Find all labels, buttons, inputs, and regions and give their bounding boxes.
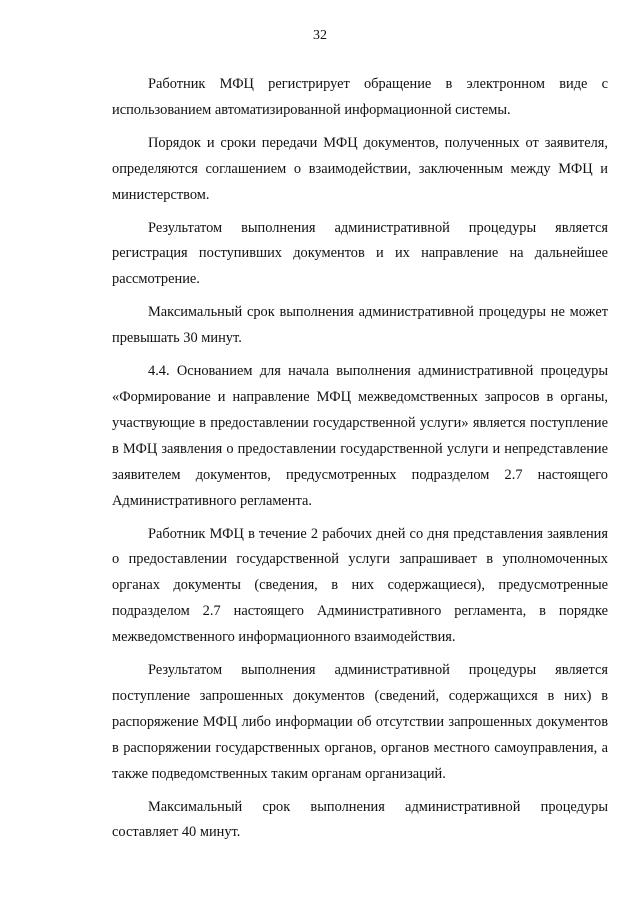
- paragraph-result-registration: Результатом выполнения административной процедуры является регистрация поступивших документов и их направление на дальнейшее рассмотрение.: [112, 219, 608, 288]
- paragraph-max-time-40: Максимальный срок выполнения административной процедуры составляет 40 минут.: [112, 798, 608, 841]
- paragraph-interagency-request: Работник МФЦ в течение 2 рабочих дней со дня представления заявления о предоставлении государственной услуги запрашивает в уполномоченных органах документы (сведения, в них содержащиеся), предусмотренные подразделом 2.7 настоящего Административного регламента, в порядке межведомственного информационного взаимодействия.: [112, 525, 608, 646]
- paragraph-transfer-order: Порядок и сроки передачи МФЦ документов, полученных от заявителя, определяются соглашением о взаимодействии, заключенным между МФЦ и министерством.: [112, 134, 608, 203]
- paragraph-section-4-4: 4.4. Основанием для начала выполнения административной процедуры «Формирование и направление МФЦ межведомственных запросов в органы, участвующие в предоставлении государственной услуги» является поступление в МФЦ заявления о предоставлении государственной услуги и непредставление заявителем документов, предусмотренных подразделом 2.7 настоящего Административного регламента.: [112, 363, 608, 509]
- document-body: [112, 72, 608, 853]
- paragraph-registration: Работник МФЦ регистрирует обращение в электронном виде с использованием автоматизированной информационной системы.: [112, 76, 608, 118]
- paragraph-result-documents: Результатом выполнения административной процедуры является поступление запрошенных документов (сведений, содержащихся в них) в распоряжение МФЦ либо информации об отсутствии запрошенных документов в распоряжении государственных органов, органов местного самоуправления, а также подведомственных таким органам организаций.: [112, 662, 608, 782]
- page-number: 32: [313, 28, 327, 43]
- paragraph-max-time-30: Максимальный срок выполнения административной процедуры не может превышать 30 минут.: [112, 304, 608, 347]
